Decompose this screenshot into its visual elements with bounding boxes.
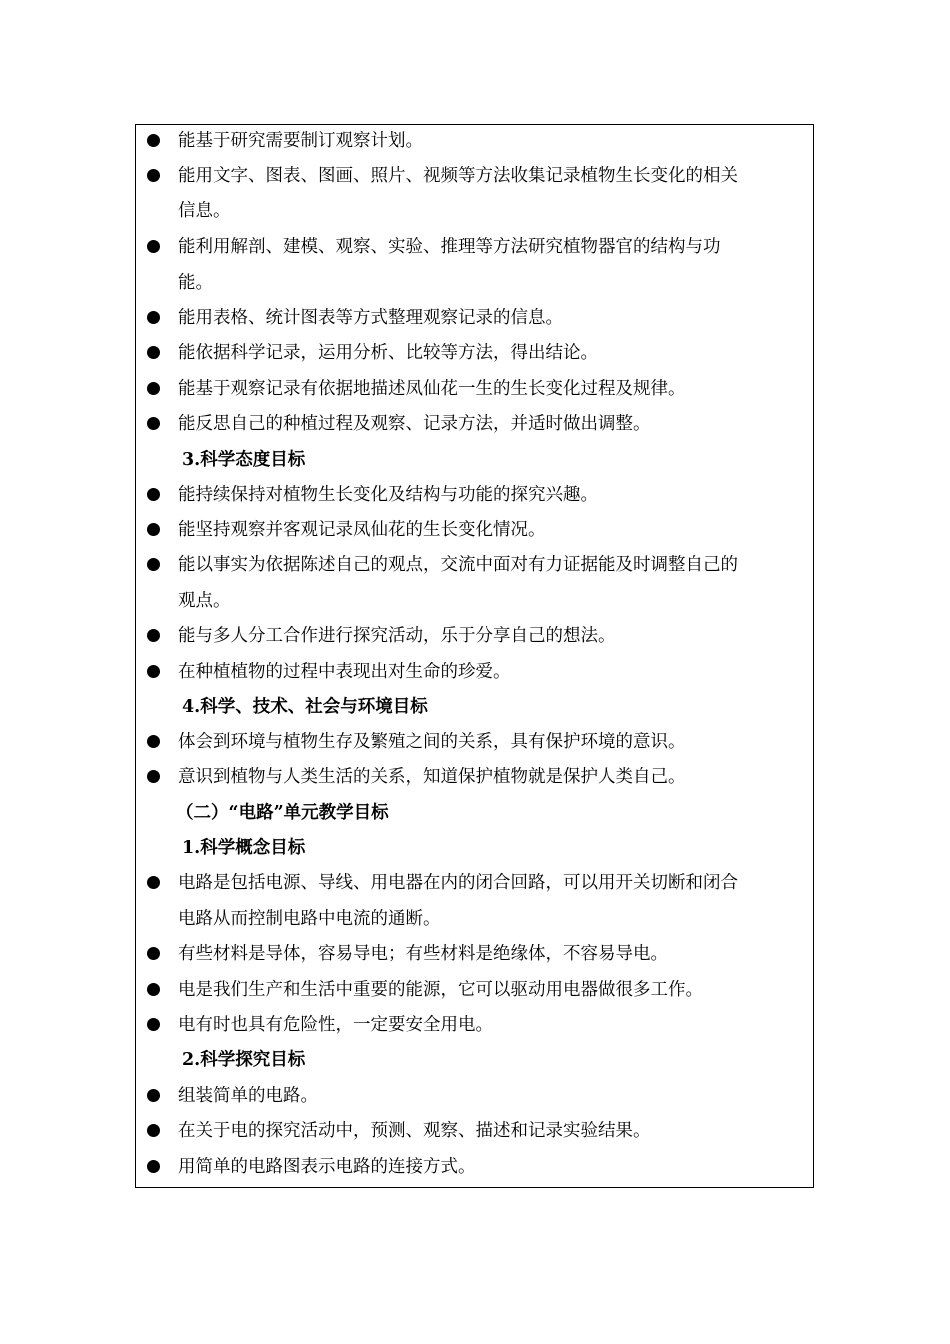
section-heading (136, 691, 813, 723)
bullet-item-continuation (136, 267, 813, 299)
bullet-item (136, 125, 813, 157)
bullet-item (136, 549, 813, 581)
bullet-dot-icon (147, 346, 160, 359)
line-text: 用简单的电路图表示电路的连接方式。 (178, 1157, 476, 1177)
line-text: 1.科学概念目标 (182, 838, 306, 858)
bullet-item (136, 867, 813, 899)
bullet-item (136, 160, 813, 192)
bullet-item (136, 1009, 813, 1041)
line-text: 电路从而控制电路中电流的通断。 (178, 909, 441, 929)
bullet-dot-icon (147, 947, 160, 960)
line-text: 电有时也具有危险性，一定要安全用电。 (178, 1015, 493, 1035)
line-text: 能坚持观察并客观记录凤仙花的生长变化情况。 (178, 520, 546, 540)
bullet-dot-icon (147, 488, 160, 501)
bullet-item (136, 656, 813, 688)
bullet-item-continuation (136, 903, 813, 935)
bullet-dot-icon (147, 240, 160, 253)
bullet-dot-icon (147, 558, 160, 571)
bullet-dot-icon (147, 169, 160, 182)
bullet-dot-icon (147, 629, 160, 642)
line-text: 能。 (178, 273, 213, 293)
bullet-item (136, 373, 813, 405)
line-text: （二）“电路”单元教学目标 (176, 803, 389, 823)
line-text: 体会到环境与植物生存及繁殖之间的关系，具有保护环境的意识。 (178, 732, 686, 752)
line-text: 能用表格、统计图表等方式整理观察记录的信息。 (178, 308, 563, 328)
line-text: 能持续保持对植物生长变化及结构与功能的探究兴趣。 (178, 485, 598, 505)
bullet-dot-icon (147, 382, 160, 395)
line-text: 电路是包括电源、导线、用电器在内的闭合回路，可以用开关切断和闭合 (178, 873, 738, 893)
bullet-item (136, 974, 813, 1006)
bullet-item (136, 408, 813, 440)
line-text: 电是我们生产和生活中重要的能源，它可以驱动用电器做很多工作。 (178, 980, 703, 1000)
line-text: 在种植植物的过程中表现出对生命的珍爱。 (178, 662, 511, 682)
section-heading (136, 1044, 813, 1076)
bullet-item-continuation (136, 195, 813, 227)
bullet-item (136, 479, 813, 511)
bullet-item (136, 231, 813, 263)
line-text: 能利用解剖、建模、观察、实验、推理等方法研究植物器官的结构与功 (178, 237, 721, 257)
bullet-item (136, 620, 813, 652)
bullet-item (136, 302, 813, 334)
bullet-dot-icon (147, 1160, 160, 1173)
bullet-item (136, 514, 813, 546)
bullet-dot-icon (147, 311, 160, 324)
line-text: 意识到植物与人类生活的关系，知道保护植物就是保护人类自己。 (178, 767, 686, 787)
unit-heading (136, 797, 813, 829)
line-text: 能与多人分工合作进行探究活动，乐于分享自己的想法。 (178, 626, 616, 646)
bullet-item-continuation (136, 585, 813, 617)
line-text: 能基于研究需要制订观察计划。 (178, 131, 423, 151)
bullet-dot-icon (147, 1018, 160, 1031)
bullet-dot-icon (147, 1124, 160, 1137)
line-text: 2.科学探究目标 (182, 1050, 306, 1070)
line-text: 能以事实为依据陈述自己的观点，交流中面对有力证据能及时调整自己的 (178, 555, 738, 575)
line-text: 组装简单的电路。 (178, 1086, 318, 1106)
bullet-dot-icon (147, 735, 160, 748)
bullet-dot-icon (147, 1089, 160, 1102)
line-text: 信息。 (178, 201, 231, 221)
section-heading (136, 444, 813, 476)
bullet-item (136, 761, 813, 793)
line-text: 能依据科学记录，运用分析、比较等方法，得出结论。 (178, 343, 598, 363)
content-box (135, 124, 814, 1188)
bullet-item (136, 337, 813, 369)
bullet-dot-icon (147, 417, 160, 430)
line-text: 3.科学态度目标 (182, 450, 306, 470)
line-text: 在关于电的探究活动中，预测、观察、描述和记录实验结果。 (178, 1121, 651, 1141)
line-text: 能用文字、图表、图画、照片、视频等方法收集记录植物生长变化的相关 (178, 166, 738, 186)
bullet-dot-icon (147, 523, 160, 536)
bullet-dot-icon (147, 983, 160, 996)
bullet-item (136, 1151, 813, 1183)
bullet-item (136, 1080, 813, 1112)
bullet-item (136, 1115, 813, 1147)
bullet-dot-icon (147, 134, 160, 147)
bullet-dot-icon (147, 876, 160, 889)
bullet-dot-icon (147, 770, 160, 783)
bullet-item (136, 938, 813, 970)
line-text: 能基于观察记录有依据地描述凤仙花一生的生长变化过程及规律。 (178, 379, 686, 399)
line-text: 4.科学、技术、社会与环境目标 (182, 697, 428, 717)
line-text: 观点。 (178, 591, 231, 611)
bullet-item (136, 726, 813, 758)
line-text: 有些材料是导体，容易导电；有些材料是绝缘体，不容易导电。 (178, 944, 668, 964)
section-heading (136, 832, 813, 864)
line-text: 能反思自己的种植过程及观察、记录方法，并适时做出调整。 (178, 414, 651, 434)
bullet-dot-icon (147, 665, 160, 678)
